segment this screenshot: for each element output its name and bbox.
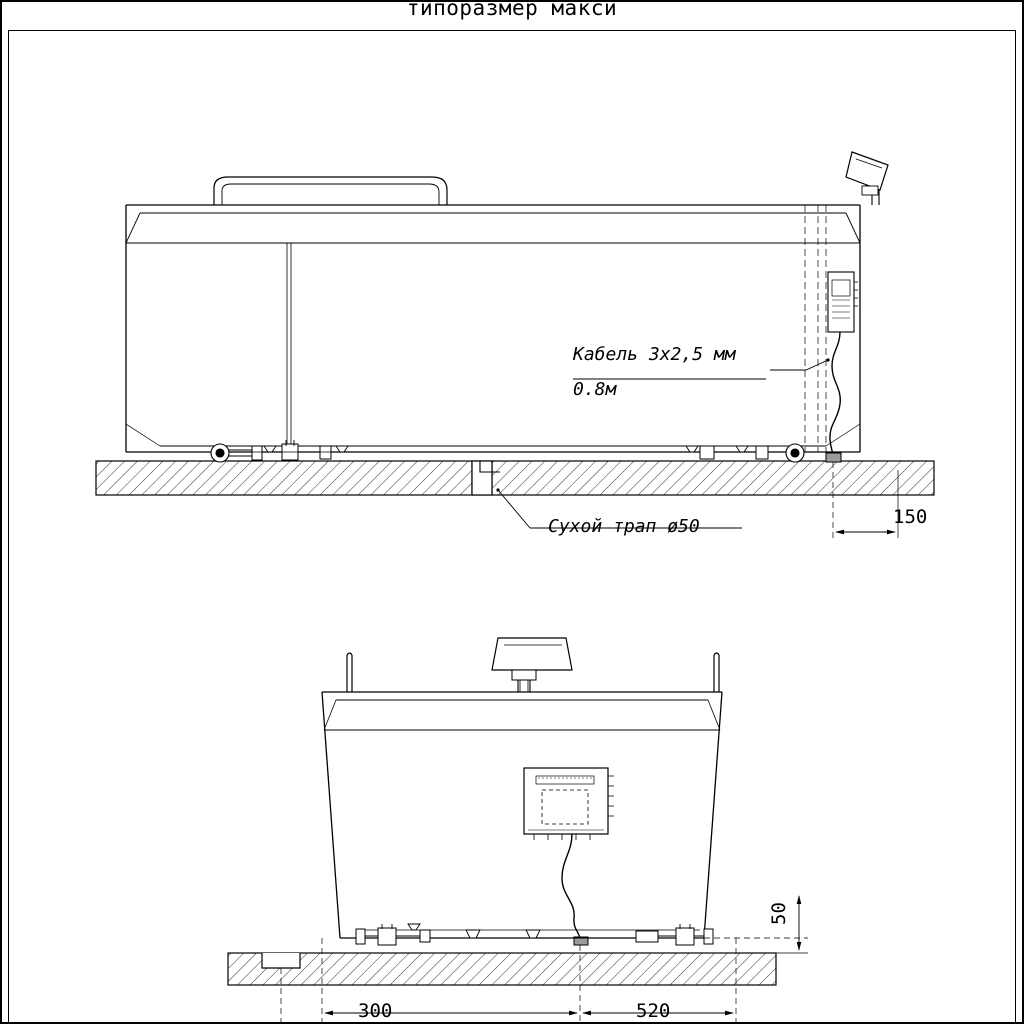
dimension-value-50: 50	[768, 902, 790, 925]
bath-body-front	[322, 692, 722, 938]
plumbing-rail-front	[356, 924, 713, 945]
handle-icon	[214, 177, 447, 205]
scale-head-icon	[846, 152, 888, 205]
annotation-cable-length: 0.8м	[573, 379, 617, 400]
cable-path-side	[826, 332, 841, 462]
side-elevation-view	[96, 152, 934, 538]
floor-slab-front	[228, 953, 776, 985]
dimension-value-150: 150	[893, 506, 928, 528]
scale-head-front-icon	[492, 638, 572, 692]
dimension-value-520: 520	[636, 1000, 671, 1022]
control-box-icon	[828, 272, 858, 332]
cable-path-front	[562, 834, 588, 945]
annotation-drain: Сухой трап ø50	[548, 516, 700, 537]
feet-and-plumbing-side	[211, 440, 804, 462]
page-title: типоразмер макси	[406, 0, 618, 20]
center-lines-side	[805, 205, 826, 452]
floor-slab-side	[96, 461, 934, 495]
annotation-cable: Кабель 3х2,5 мм	[573, 344, 736, 365]
front-elevation-view	[228, 638, 808, 1024]
dimension-50	[704, 896, 808, 953]
bath-body-side	[126, 205, 860, 452]
dimension-value-300: 300	[358, 1000, 393, 1022]
control-box-front-icon	[524, 768, 614, 840]
